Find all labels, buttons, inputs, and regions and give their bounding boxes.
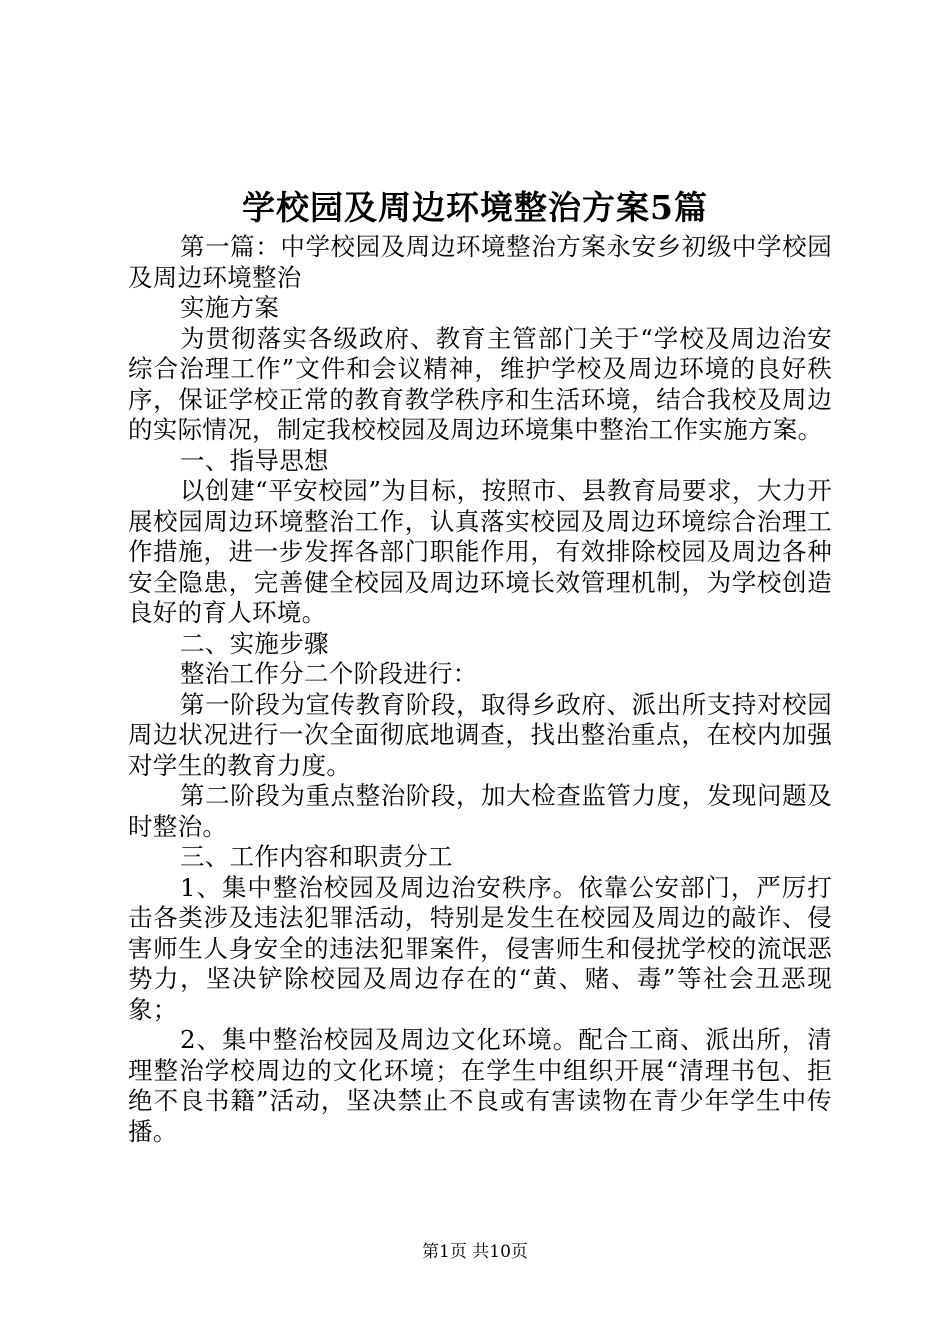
paragraph-stage-two: 第二阶段为重点整治阶段，加大检查监管力度，发现问题及时整治。	[128, 781, 832, 841]
document-title: 学校园及周边环境整治方案5篇	[242, 188, 708, 227]
paragraph-intro: 第一篇：中学校园及周边环境整治方案永安乡初级中学校园及周边环境整治	[128, 232, 832, 292]
paragraph-purpose: 为贯彻落实各级政府、教育主管部门关于“学校及周边治安综合治理工作”文件和会议精神，维护学校及周边环境的良好秩序，保证学校正常的教育教学秩序和生活环境，结合我校及周边的实际情况，制定我校校园及周边环境集中整治工作实施方案。	[128, 323, 833, 444]
paragraph-item-two: 2、集中整治校园及周边文化环境。配合工商、派出所，清理整治学校周边的文化环境；在学生中组织开展“清理书包、拒绝不良书籍”活动，坚决禁止不良或有害读物在青少年学生中传播。	[128, 1025, 833, 1146]
heading-implementation-steps: 二、实施步骤	[180, 628, 329, 658]
paragraph-stages-intro: 整治工作分二个阶段进行：	[180, 659, 478, 688]
heading-work-content: 三、工作内容和职责分工	[180, 842, 453, 871]
page-footer: 第1页 共10页	[422, 1242, 528, 1262]
paragraph-guiding-thought: 以创建“平安校园”为目标，按照市、县教育局要求，大力开展校园周边环境整治工作，认真落实校园及周边环境综合治理工作措施，进一步发挥各部门职能作用，有效排除校园及周边各种安全隐患，完善健全校园及周边环境长效管理机制，为学校创造良好的育人环境。	[128, 476, 832, 627]
paragraph-item-one: 1、集中整治校园及周边治安秩序。依靠公安部门，严厉打击各类涉及违法犯罪活动，特别是发生在校园及周边的敲诈、侵害师生人身安全的违法犯罪案件，侵害师生和侵扰学校的流氓恶势力，坚决铲除校园及周边存在的“黄、赌、毒”等社会丑恶现象；	[128, 872, 832, 1024]
document-body	[128, 232, 832, 1147]
paragraph-stage-one: 第一阶段为宣传教育阶段，取得乡政府、派出所支持对校园周边状况进行一次全面彻底地调查，找出整治重点，在校内加强对学生的教育力度。	[128, 689, 832, 780]
paragraph-plan-label: 实施方案	[180, 293, 280, 322]
heading-guiding-thought: 一、指导思想	[180, 445, 329, 475]
